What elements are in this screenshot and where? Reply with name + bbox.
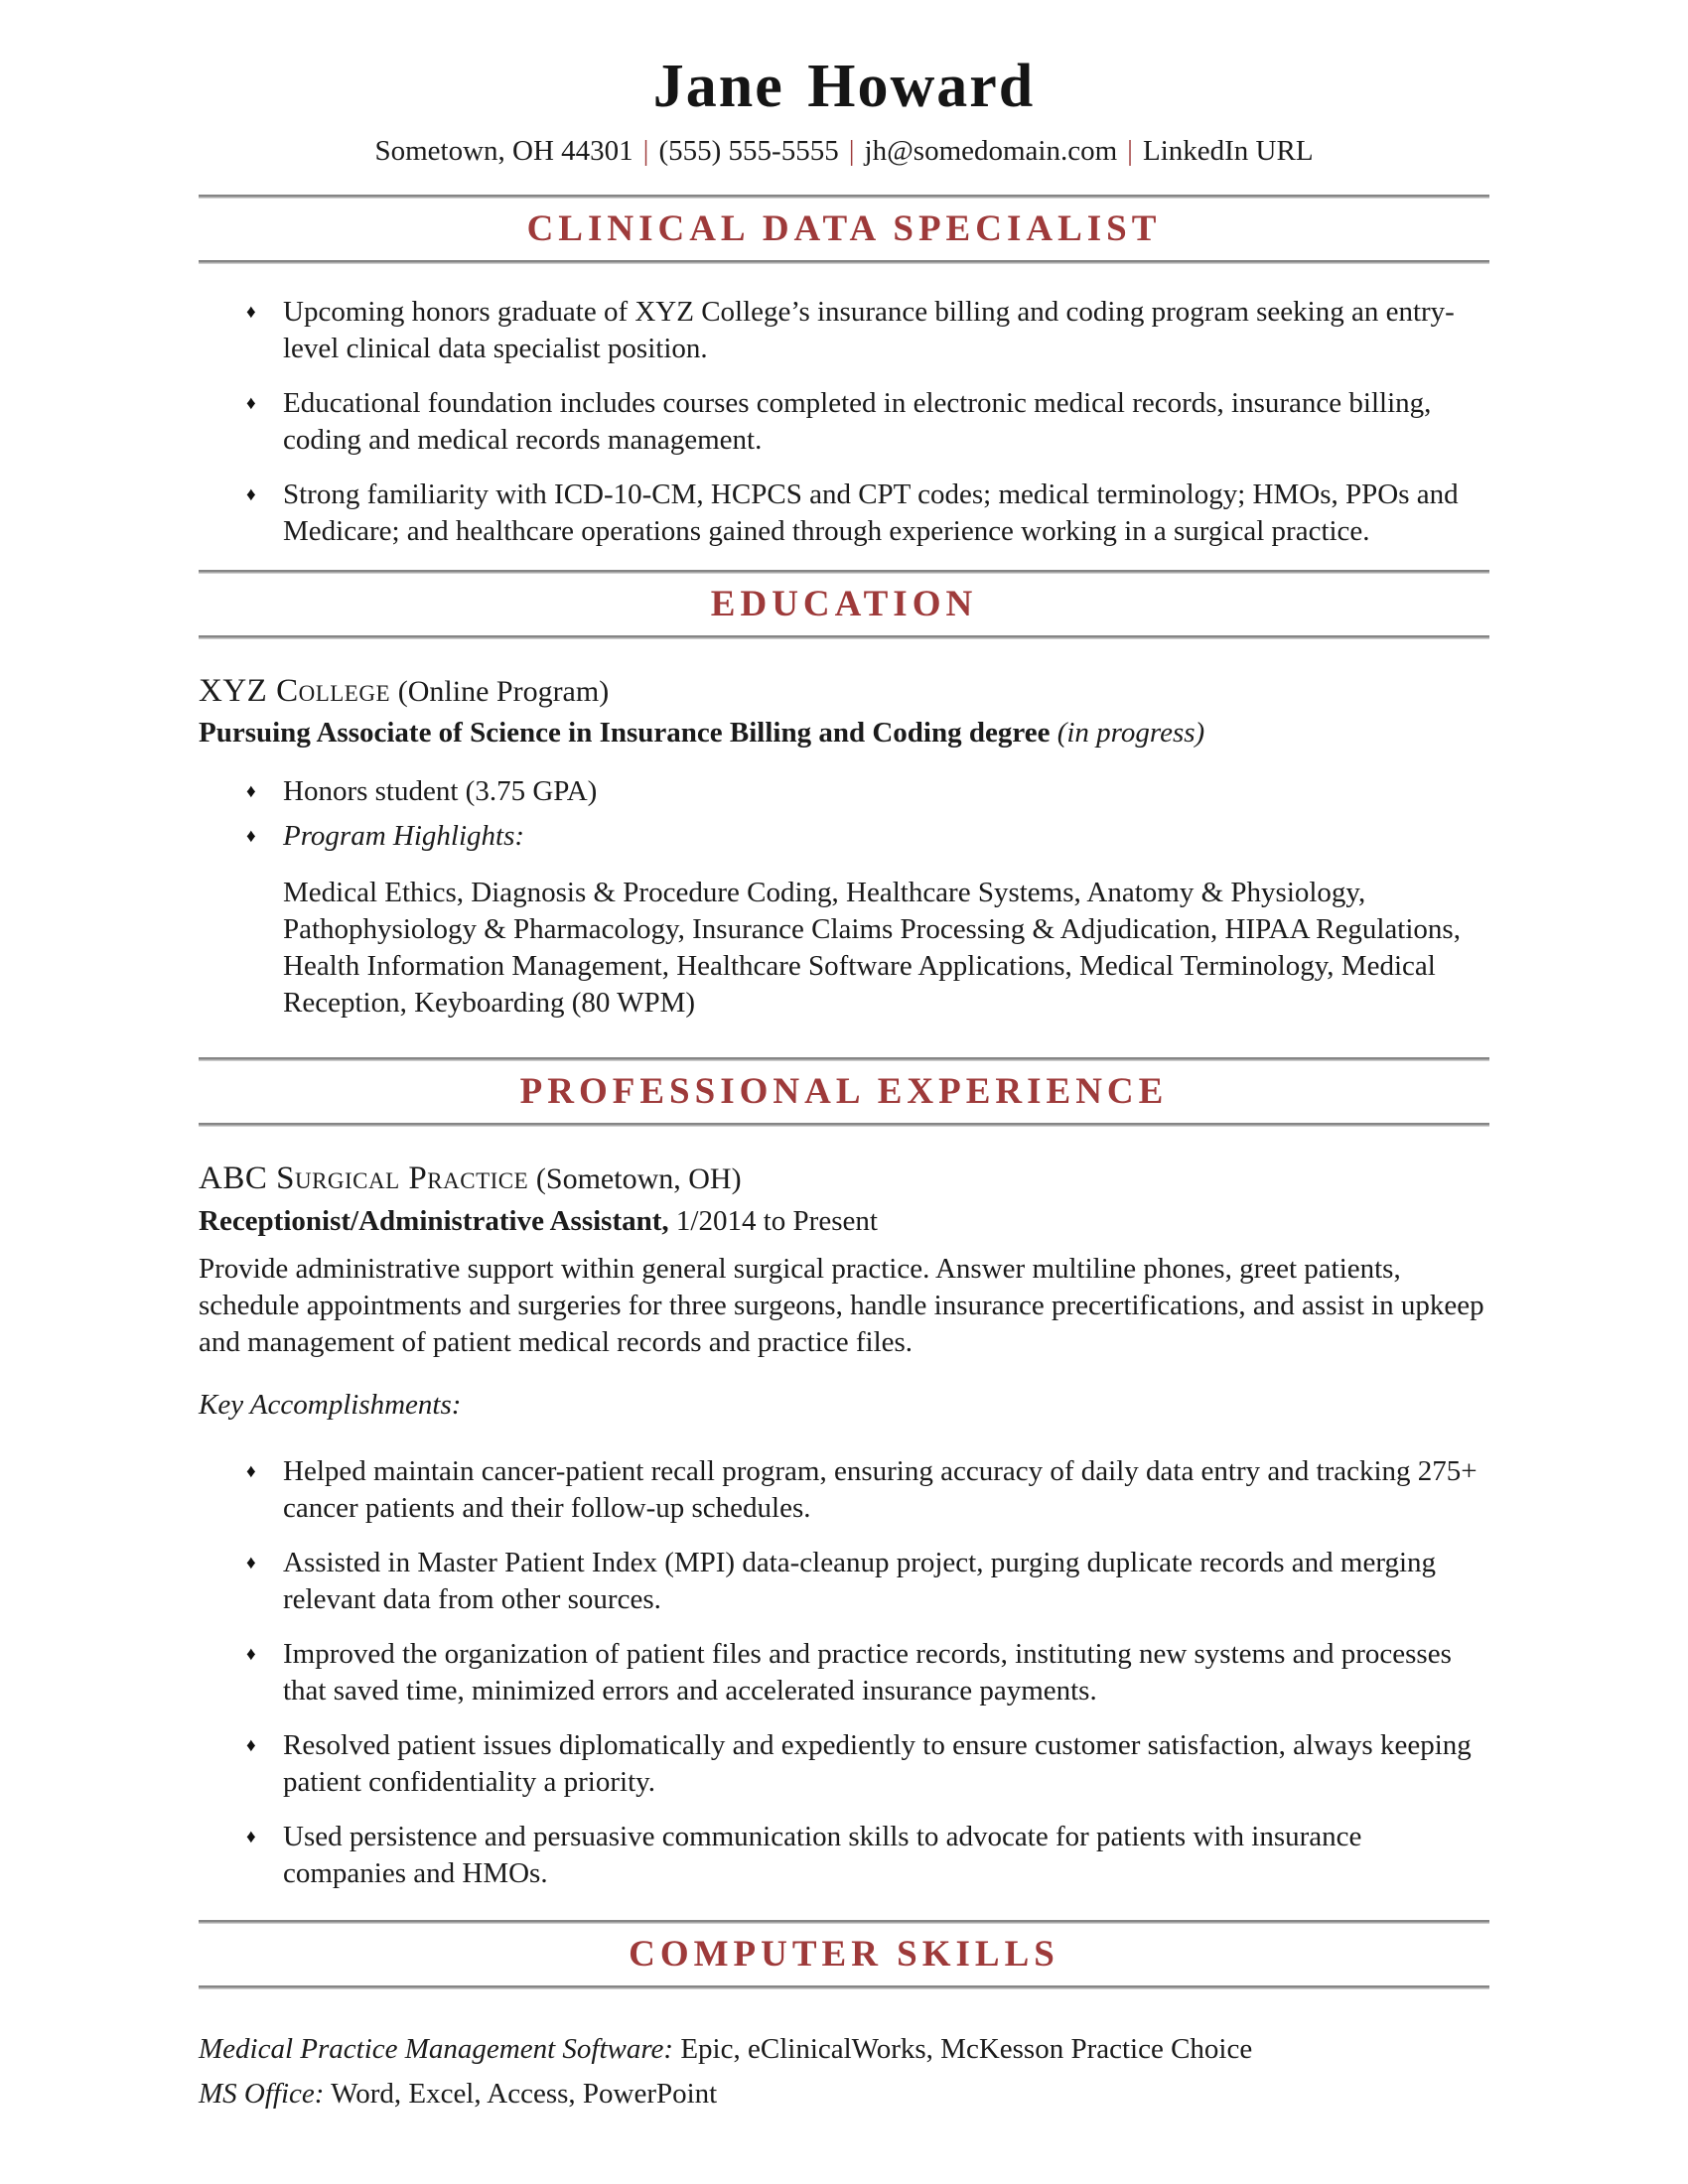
diamond-bullet-icon: ♦	[246, 1461, 256, 1482]
list-item	[246, 818, 1489, 855]
job-title: Receptionist/Administrative Assistant,	[199, 1205, 669, 1237]
diamond-bullet-icon: ♦	[246, 1553, 256, 1573]
accomplishment-bullet: Assisted in Master Patient Index (MPI) data-cleanup project, purging duplicate records and merging relevant data from other sources.	[283, 1547, 1437, 1615]
education-school-line	[199, 669, 1489, 714]
accomplishments-bullet-list	[246, 1453, 1489, 1892]
title-band	[199, 195, 1489, 264]
contact-linkedin[interactable]: LinkedIn URL	[1142, 135, 1314, 167]
job-description: Provide administrative support within general surgical practice. Answer multiline phones, greet patients, schedule appointments and surgeries for three surgeons, handle insurance precertifications, and assist in upkeep and management of patient medical records and practice files.	[199, 1253, 1484, 1358]
list-item	[246, 477, 1489, 550]
employer-name: ABC Surgical Practice	[199, 1160, 529, 1196]
diamond-bullet-icon: ♦	[246, 302, 256, 323]
degree-line	[199, 714, 1489, 751]
summary-bullet-list	[246, 294, 1489, 550]
contact-separator: |	[848, 135, 855, 167]
program-highlights-text: Medical Ethics, Diagnosis & Procedure Coding, Healthcare Systems, Anatomy & Physiology, Pathophysiology & Pharmacology, Insurance Claims Processing & Adjudication, HIPAA Regulations, Health Information Management, Healthcare Software Applications, Medical Terminology, Medical Reception, Keyboarding (80 WPM)	[283, 877, 1461, 1019]
list-item	[246, 1453, 1489, 1527]
education-bullet-list	[246, 773, 1489, 855]
list-item	[246, 1819, 1489, 1892]
key-accomplishments-label: Key Accomplishments:	[199, 1389, 462, 1421]
computer-skills-heading: COMPUTER SKILLS	[629, 1934, 1059, 1975]
list-item	[246, 1636, 1489, 1709]
skill-category: Medical Practice Management Software:	[199, 2033, 674, 2065]
summary-bullet: Upcoming honors graduate of XYZ College’s insurance billing and coding program seeking an entry-level clinical data specialist position.	[283, 296, 1455, 364]
degree-status: (in progress)	[1056, 717, 1205, 749]
employer-location: (Sometown, OH)	[535, 1162, 742, 1195]
education-band	[199, 570, 1489, 639]
degree-title: Pursuing Associate of Science in Insurance Billing and Coding degree	[199, 717, 1051, 749]
divider	[199, 1985, 1489, 1989]
job-title-line	[199, 1201, 1489, 1241]
school-name: XYZ College	[199, 673, 390, 709]
diamond-bullet-icon: ♦	[246, 1827, 256, 1847]
resume-title: CLINICAL DATA SPECIALIST	[526, 208, 1162, 249]
diamond-bullet-icon: ♦	[246, 1644, 256, 1665]
diamond-bullet-icon: ♦	[246, 781, 256, 802]
divider	[199, 635, 1489, 639]
job-dates: 1/2014 to Present	[668, 1205, 878, 1237]
list-item	[246, 294, 1489, 367]
contact-location: Sometown, OH 44301	[374, 135, 633, 167]
accomplishment-bullet: Improved the organization of patient files and practice records, instituting new systems and processes that saved time, minimized errors and accelerated insurance payments.	[283, 1638, 1452, 1706]
contact-separator: |	[642, 135, 649, 167]
contact-email[interactable]: jh@somedomain.com	[864, 135, 1118, 167]
divider	[199, 260, 1489, 264]
computer-skills-band	[199, 1920, 1489, 1989]
skill-row	[199, 2072, 1489, 2116]
employer-line	[199, 1157, 1489, 1201]
skill-values: Epic, eClinicalWorks, McKesson Practice Choice	[673, 2033, 1253, 2065]
computer-skills-list	[199, 2027, 1489, 2116]
education-bullet-honors: Honors student (3.75 GPA)	[283, 775, 598, 807]
candidate-name: Jane Howard	[652, 53, 1036, 120]
skill-values: Word, Excel, Access, PowerPoint	[324, 2078, 718, 2110]
list-item	[246, 1727, 1489, 1801]
accomplishment-bullet: Used persistence and persuasive communication skills to advocate for patients with insurance companies and HMOs.	[283, 1821, 1362, 1889]
diamond-bullet-icon: ♦	[246, 484, 256, 505]
list-item	[246, 385, 1489, 459]
school-program: (Online Program)	[397, 675, 610, 708]
diamond-bullet-icon: ♦	[246, 826, 256, 847]
contact-line	[199, 133, 1489, 169]
accomplishment-bullet: Helped maintain cancer-patient recall program, ensuring accuracy of daily data entry and tracking 275+ cancer patients and their follow-up schedules.	[283, 1455, 1477, 1524]
divider	[199, 1123, 1489, 1127]
list-item	[246, 773, 1489, 810]
education-bullet-highlights-label: Program Highlights:	[283, 820, 525, 852]
contact-phone: (555) 555-5555	[658, 135, 839, 167]
accomplishment-bullet: Resolved patient issues diplomatically and expediently to ensure customer satisfaction, always keeping patient confidentiality a priority.	[283, 1729, 1472, 1798]
experience-heading: PROFESSIONAL EXPERIENCE	[519, 1071, 1169, 1112]
summary-bullet: Strong familiarity with ICD-10-CM, HCPCS and CPT codes; medical terminology; HMOs, PPOs and Medicare; and healthcare operations gained through experience working in a surgical practice.	[283, 478, 1459, 547]
diamond-bullet-icon: ♦	[246, 393, 256, 414]
skill-row	[199, 2027, 1489, 2072]
skill-category: MS Office:	[199, 2078, 325, 2110]
education-heading: EDUCATION	[710, 584, 978, 624]
summary-bullet: Educational foundation includes courses completed in electronic medical records, insurance billing, coding and medical records management.	[283, 387, 1432, 456]
contact-separator: |	[1127, 135, 1133, 167]
experience-band	[199, 1057, 1489, 1127]
diamond-bullet-icon: ♦	[246, 1735, 256, 1756]
list-item	[246, 1545, 1489, 1618]
